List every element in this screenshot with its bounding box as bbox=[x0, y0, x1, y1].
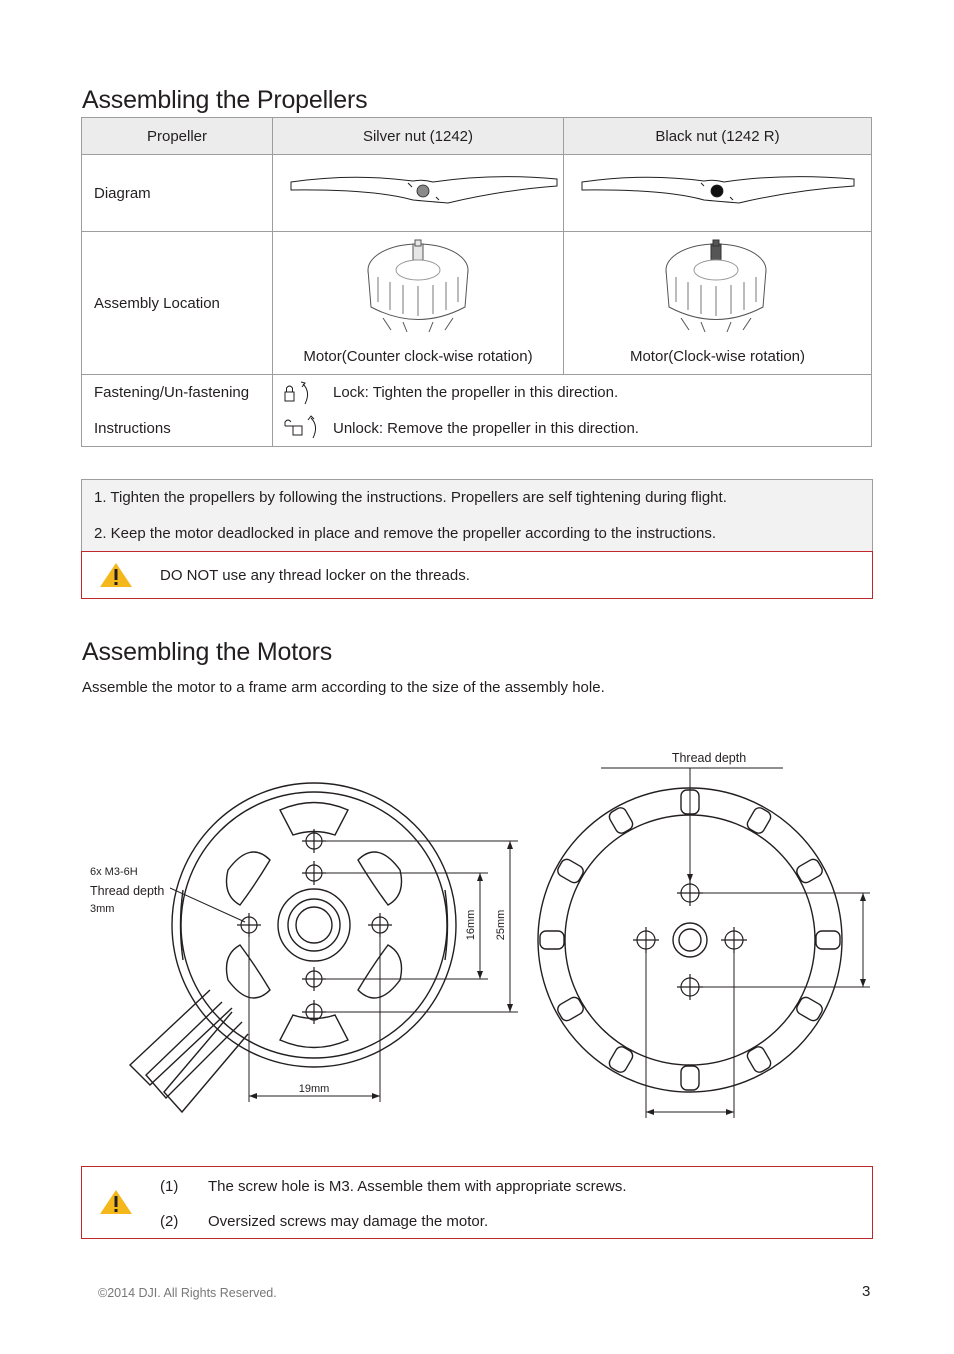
label-depth-value: 3mm bbox=[90, 903, 115, 915]
propeller-table bbox=[81, 117, 872, 447]
header-silver-nut: Silver nut (1242) bbox=[273, 118, 564, 155]
warning-2-text: Oversized screws may damage the motor. bbox=[208, 1213, 489, 1230]
propeller-diagram-black bbox=[564, 155, 872, 232]
lock-icon bbox=[281, 380, 313, 408]
propeller-notes bbox=[81, 479, 873, 552]
motor-cw-icon bbox=[564, 232, 871, 342]
row-label-instructions: Fastening/Un-fastening Instructions bbox=[82, 375, 273, 447]
header-black-nut: Black nut (1242 R) bbox=[564, 118, 872, 155]
row-label-diagram: Diagram bbox=[82, 155, 273, 232]
warning-2-num: (2) bbox=[160, 1213, 179, 1230]
warning-icon bbox=[99, 1189, 133, 1215]
section-title-motors: Assembling the Motors bbox=[82, 638, 333, 666]
warning-1-text: The screw hole is M3. Assemble them with appropriate screws. bbox=[208, 1178, 627, 1195]
dim-25mm: 25mm bbox=[495, 909, 507, 941]
note-2: 2. Keep the motor deadlocked in place and remove the propeller according to the instructions. bbox=[94, 525, 717, 542]
unlock-instruction: Unlock: Remove the propeller in this direction. bbox=[333, 420, 639, 437]
dim-19mm: 19mm bbox=[298, 1083, 330, 1095]
motor-ccw-cell bbox=[273, 232, 564, 375]
unlock-icon bbox=[281, 414, 321, 442]
warning-1-num: (1) bbox=[160, 1178, 179, 1195]
thread-locker-warning bbox=[81, 551, 873, 599]
section-title-propellers: Assembling the Propellers bbox=[82, 86, 368, 114]
screw-warning bbox=[81, 1166, 873, 1239]
propeller-diagram-silver bbox=[273, 155, 564, 232]
note-1: 1. Tighten the propellers by following the instructions. Propellers are self tightening during flight. bbox=[94, 489, 727, 506]
instructions-cell bbox=[273, 375, 872, 447]
warning-text: DO NOT use any thread locker on the threads. bbox=[160, 567, 470, 584]
warning-icon bbox=[99, 562, 133, 588]
motor-mounting-diagram bbox=[0, 740, 954, 1130]
motor-ccw-caption: Motor(Counter clock-wise rotation) bbox=[303, 348, 533, 365]
label-thread-depth: Thread depth bbox=[90, 884, 165, 898]
label-thread-depth-right: Thread depth bbox=[671, 751, 747, 765]
row-label-assembly-location: Assembly Location bbox=[82, 232, 273, 375]
dim-16mm: 16mm bbox=[465, 909, 477, 941]
propeller-silver-icon bbox=[273, 155, 563, 227]
propeller-black-icon bbox=[564, 155, 871, 227]
motor-cw-caption: Motor(Clock-wise rotation) bbox=[629, 348, 806, 365]
page-number: 3 bbox=[862, 1283, 871, 1300]
footer-copyright: ©2014 DJI. All Rights Reserved. bbox=[98, 1286, 277, 1300]
label-screws: 6x M3-6H bbox=[90, 866, 138, 878]
header-propeller: Propeller bbox=[82, 118, 273, 155]
motor-cw-cell bbox=[564, 232, 872, 375]
lock-instruction: Lock: Tighten the propeller in this direction. bbox=[333, 384, 619, 401]
motor-ccw-icon bbox=[273, 232, 563, 342]
motors-intro: Assemble the motor to a frame arm according to the size of the assembly hole. bbox=[82, 679, 605, 696]
